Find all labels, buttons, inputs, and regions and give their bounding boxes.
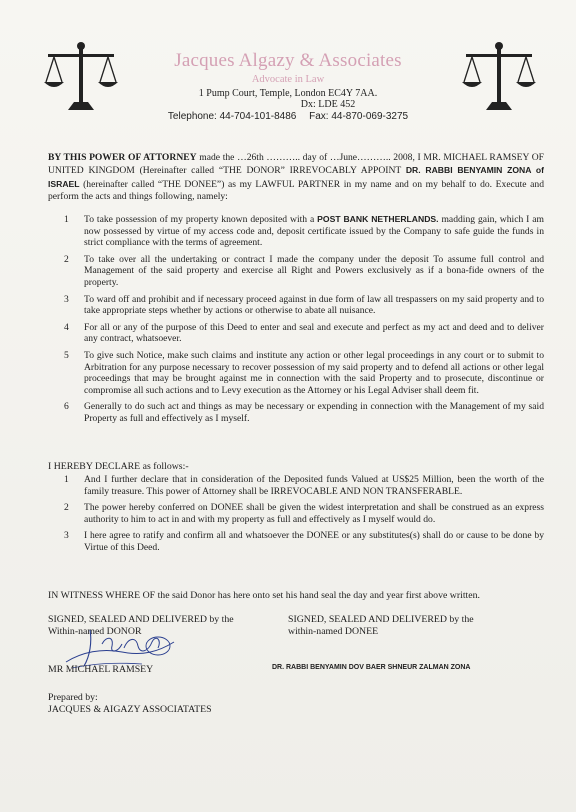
declare-item	[48, 530, 544, 553]
declare-item	[48, 502, 544, 525]
firm-subtitle: Advocate in Law	[251, 74, 325, 85]
declare-heading: I HEREBY DECLARE as follows:-	[48, 461, 189, 472]
clause-number: 2	[64, 253, 69, 265]
declare-text: The power hereby conferred on DONEE shall be given the widest interpretation and shall be construed as an express authority to him to act in and with my property as full and effectively as I myself would do.	[84, 502, 544, 525]
firm-dx: Dx: LDE 452	[300, 99, 356, 110]
bank-name: POST BANK NETHERLANDS.	[317, 214, 439, 224]
donee-signature-block	[288, 614, 528, 638]
clause-item	[48, 254, 544, 289]
declare-number: 3	[64, 530, 69, 542]
donor-sign-line: SIGNED, SEALED AND DELIVERED by the	[48, 614, 234, 625]
clause-number: 1	[64, 214, 69, 225]
donor-sign-line: Within-named DONOR	[48, 626, 142, 637]
clause-text: For all or any of the purpose of this Deed to enter and seal and execute and perfect as my act and deed and to deliver any contract, whatsoever.	[84, 321, 544, 345]
prepared-firm: JACQUES & AIGAZY ASSOCIATATES	[48, 704, 212, 715]
donee-sign-line: within-named DONEE	[288, 626, 379, 637]
prepared-by	[48, 692, 212, 716]
donee-sign-line: SIGNED, SEALED AND DELIVERED by the	[288, 614, 474, 625]
declare-text: And I further declare that in consideration of the Deposited funds Valued at US$25 Million, been the worth of the family treasure. This power of Attorney shall be IRREVOCABLE AND NON TRANSFERABLE.	[84, 474, 544, 497]
firm-name: Jacques Algazy & Associates	[174, 50, 402, 71]
firm-address: 1 Pump Court, Temple, London EC4Y 7AA.	[198, 88, 378, 99]
clause-list	[48, 214, 544, 430]
clause-item	[48, 294, 544, 317]
clause-text: Generally to do such act and things as may be necessary or expending in connection with the Management of my said Property as full and effectively as I myself.	[84, 401, 544, 424]
clause-number: 4	[64, 321, 69, 333]
donor-name: MR MICHAEL RAMSEY	[48, 664, 154, 675]
clause-text: To ward off and prohibit and if necessary proceed against in due form of law all trespassers on my said property and to take appropriate steps whether by actions or otherwise to abate all nuisance.	[84, 293, 544, 317]
declare-list	[48, 474, 544, 559]
intro-text: (hereinafter called “THE DONEE”) as my LAWFUL PARTNER in my name and on my behalf to do. Execute and perform the acts and things following, namely:	[48, 178, 544, 203]
prepared-label: Prepared by:	[48, 692, 98, 703]
clause-number: 3	[64, 293, 69, 305]
declare-text: I here agree to ratify and confirm all and whatsoever the DONEE or any substitutes(s) shall do or cause to be done by Virtue of this Deed.	[84, 530, 544, 553]
clause-item	[48, 401, 544, 424]
telephone: Telephone: 44-704-101-8486	[167, 111, 297, 122]
clause-item	[48, 350, 544, 396]
clause-text: To give such Notice, make such claims and institute any action or other legal proceedings in any court or to submit to Arbitration for any purpose necessary to recover possession of my said property and to defend all actions or other legal proceedings that may be brought against me in connection with the said Property and to prosecute, discontinue or compromise all such actions and to Levy execution as the Attorney or his Legal Adviser shall deem fit.	[84, 349, 544, 396]
clause-text: To take possession of my property known deposited with a	[84, 214, 318, 225]
declare-number: 1	[64, 474, 69, 485]
intro-lead: BY THIS POWER OF ATTORNEY	[48, 152, 197, 163]
declare-item	[48, 474, 544, 497]
clause-number: 6	[64, 401, 69, 413]
intro-paragraph	[48, 152, 544, 204]
declare-number: 2	[64, 502, 69, 514]
clause-number: 5	[64, 349, 69, 361]
donee-name: DR. RABBI BENYAMIN DOV BAER SHNEUR ZALMAN ZONA	[272, 664, 471, 671]
intro-text: made the …26th ……….. day of …June……….. 2008, I MR. MICHAEL RAMSEY OF UNITED KINGDOM (Hereinafter called “THE DONOR” IRREVOCABLY APPOINT	[48, 152, 544, 177]
clause-text: madding gain, which I am now possessed by virtue of my access code and, deposit certificate issued by the Company to safe guide the funds in strict compliance with the terms of agreement.	[84, 214, 544, 249]
clause-text: To take over all the undertaking or contract I made the company under the deposit To assume full control and Management of the said property and exercise all Right and Powers exclusively as if a bona-fide owners of the property.	[84, 253, 544, 288]
clause-item	[48, 322, 544, 345]
fax: Fax: 44-870-069-3275	[309, 111, 409, 122]
clause-item	[48, 214, 544, 249]
witness-clause: IN WITNESS WHERE OF the said Donor has here onto set his hand seal the day and year first above written.	[48, 590, 480, 601]
firm-contact	[0, 111, 576, 122]
donee-reference: DR. RABBI BENYAMIN ZONA of ISRAEL	[48, 165, 544, 189]
